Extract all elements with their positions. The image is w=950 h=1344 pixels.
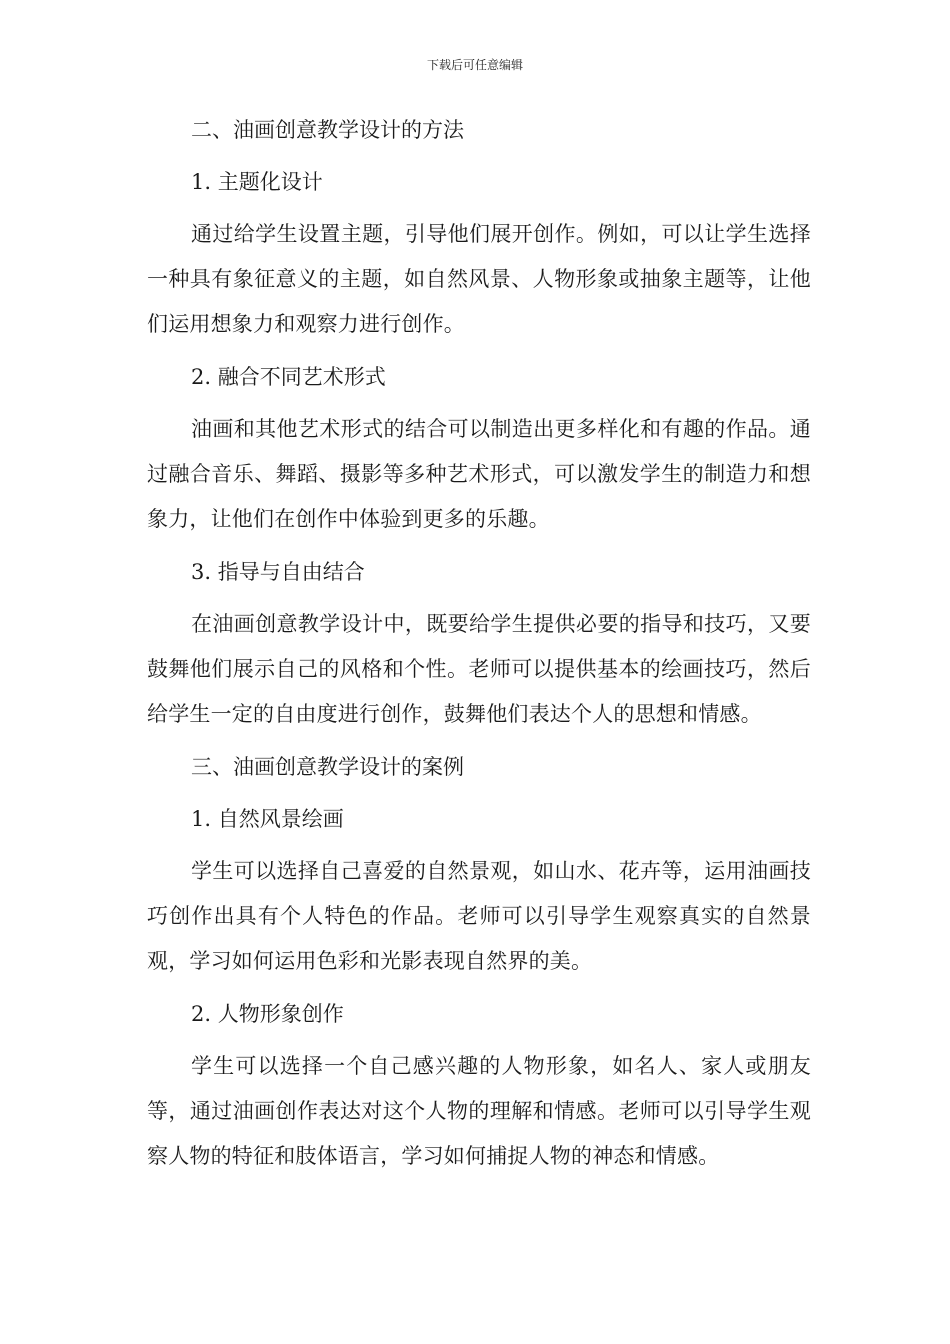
- page-header: 下载后可任意编辑: [426, 58, 523, 72]
- section-2-item-2-body: 油画和其他艺术形式的结合可以制造出更多样化和有趣的作品。通过融合音乐、舞蹈、摄影等多种艺术形式，可以激发学生的制造力和想象力，让他们在创作中体验到更多的乐趣。: [147, 417, 811, 531]
- section-2-item-1-title: 1. 主题化设计: [191, 170, 323, 194]
- section-3-item-1-title: 1. 自然风景绘画: [191, 807, 344, 831]
- section-2-item-3-title: 3. 指导与自由结合: [191, 560, 365, 584]
- section-2-item-2-title: 2. 融合不同艺术形式: [191, 365, 386, 389]
- section-2-item-3-body: 在油画创意教学设计中，既要给学生提供必要的指导和技巧，又要鼓舞他们展示自己的风格和个性。老师可以提供基本的绘画技巧，然后给学生一定的自由度进行创作，鼓舞他们表达个人的思想和情感。: [147, 612, 811, 726]
- section-2-item-1-body: 通过给学生设置主题，引导他们展开创作。例如，可以让学生选择一种具有象征意义的主题，如自然风景、人物形象或抽象主题等，让他们运用想象力和观察力进行创作。: [147, 222, 811, 336]
- section-2-title: 二、油画创意教学设计的方法: [191, 118, 464, 142]
- section-3-item-2-body: 学生可以选择一个自己感兴趣的人物形象，如名人、家人或朋友等，通过油画创作表达对这个人物的理解和情感。老师可以引导学生观察人物的特征和肢体语言，学习如何捕捉人物的神态和情感。: [147, 1054, 811, 1168]
- section-3-item-1-body: 学生可以选择自己喜爱的自然景观，如山水、花卉等，运用油画技巧创作出具有个人特色的作品。老师可以引导学生观察真实的自然景观，学习如何运用色彩和光影表现自然界的美。: [147, 859, 811, 973]
- section-3-title: 三、油画创意教学设计的案例: [191, 755, 464, 779]
- document-body: [147, 112, 811, 1191]
- section-3-item-2-title: 2. 人物形象创作: [191, 1002, 344, 1026]
